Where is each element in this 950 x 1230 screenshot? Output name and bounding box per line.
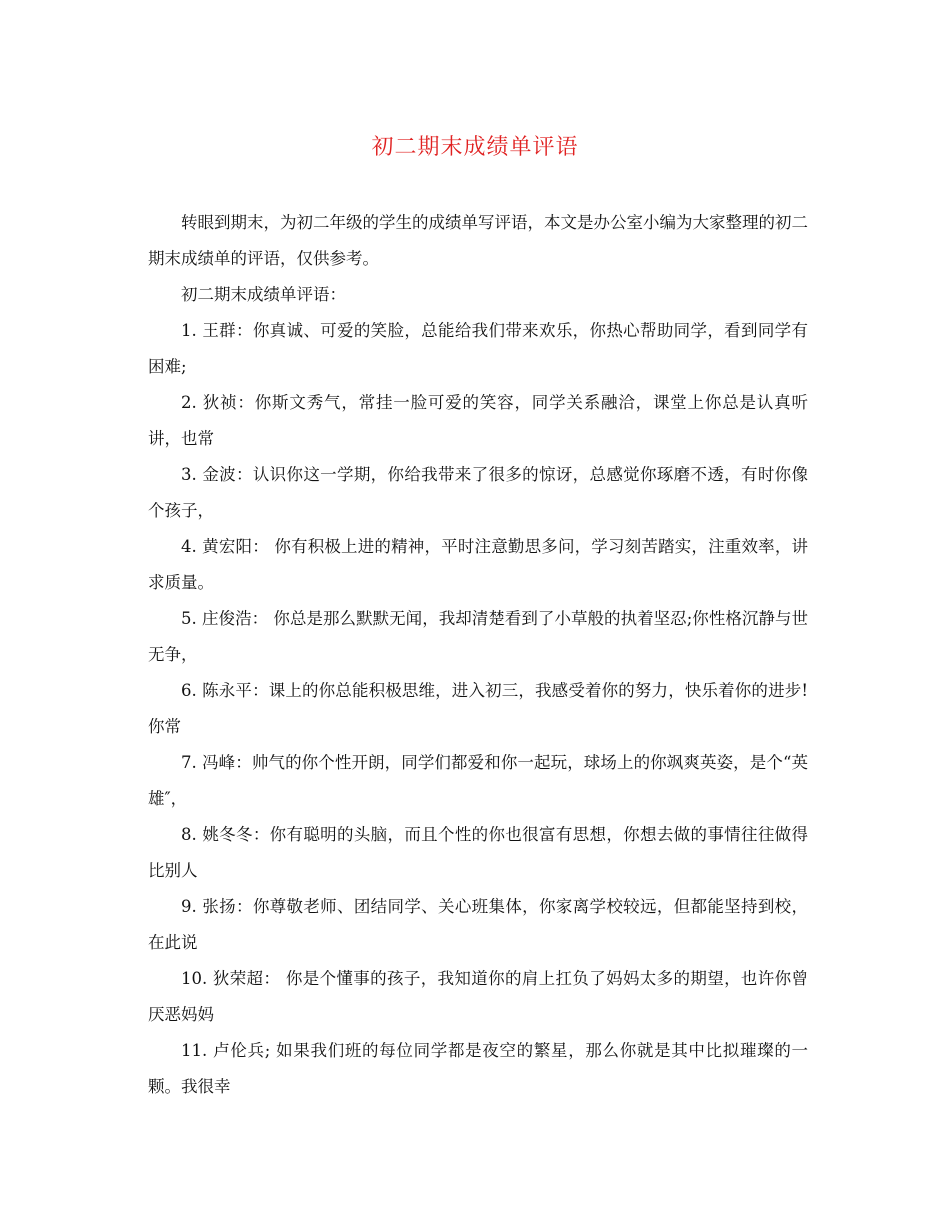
- intro-paragraph: 转眼到期末，为初二年级的学生的成绩单写评语，本文是办公室小编为大家整理的初二期末成绩单的评语，仅供参考。: [148, 213, 808, 268]
- list-item: 7. 冯峰：帅气的你个性开朗，同学们都爱和你一起玩，球场上的你飒爽英姿，是个“英雄″，: [148, 753, 808, 808]
- list-item: 10. 狄荣超： 你是个懂事的孩子，我知道你的肩上扛负了妈妈太多的期望，也许你曾厌恶妈妈: [148, 969, 808, 1024]
- document-body: [148, 205, 808, 1105]
- document-title: 初二期末成绩单评语: [371, 135, 579, 160]
- list-item: 8. 姚冬冬：你有聪明的头脑，而且个性的你也很富有思想，你想去做的事情往往做得比别人: [148, 825, 808, 880]
- list-item: 6. 陈永平：课上的你总能积极思维，进入初三，我感受着你的努力，快乐着你的进步!你常: [148, 681, 808, 736]
- list-item: 11. 卢伦兵; 如果我们班的每位同学都是夜空的繁星，那么你就是其中比拟璀璨的一颗。我很幸: [148, 1041, 808, 1096]
- list-item: 4. 黄宏阳： 你有积极上进的精神，平时注意勤思多问，学习刻苦踏实，注重效率，讲求质量。: [148, 537, 808, 592]
- section-heading: 初二期末成绩单评语：: [181, 285, 346, 304]
- list-item: 9. 张扬：你尊敬老师、团结同学、关心班集体，你家离学校较远，但都能坚持到校，在此说: [148, 897, 808, 952]
- list-item: 3. 金波：认识你这一学期，你给我带来了很多的惊讶，总感觉你琢磨不透，有时你像个孩子，: [148, 465, 808, 520]
- list-item: 1. 王群：你真诚、可爱的笑脸，总能给我们带来欢乐，你热心帮助同学，看到同学有困难;: [148, 321, 808, 376]
- list-item: 2. 狄祯：你斯文秀气，常挂一脸可爱的笑容，同学关系融洽，课堂上你总是认真听讲，也常: [148, 393, 808, 448]
- list-item: 5. 庄俊浩： 你总是那么默默无闻，我却清楚看到了小草般的执着坚忍;你性格沉静与世无争，: [148, 609, 808, 664]
